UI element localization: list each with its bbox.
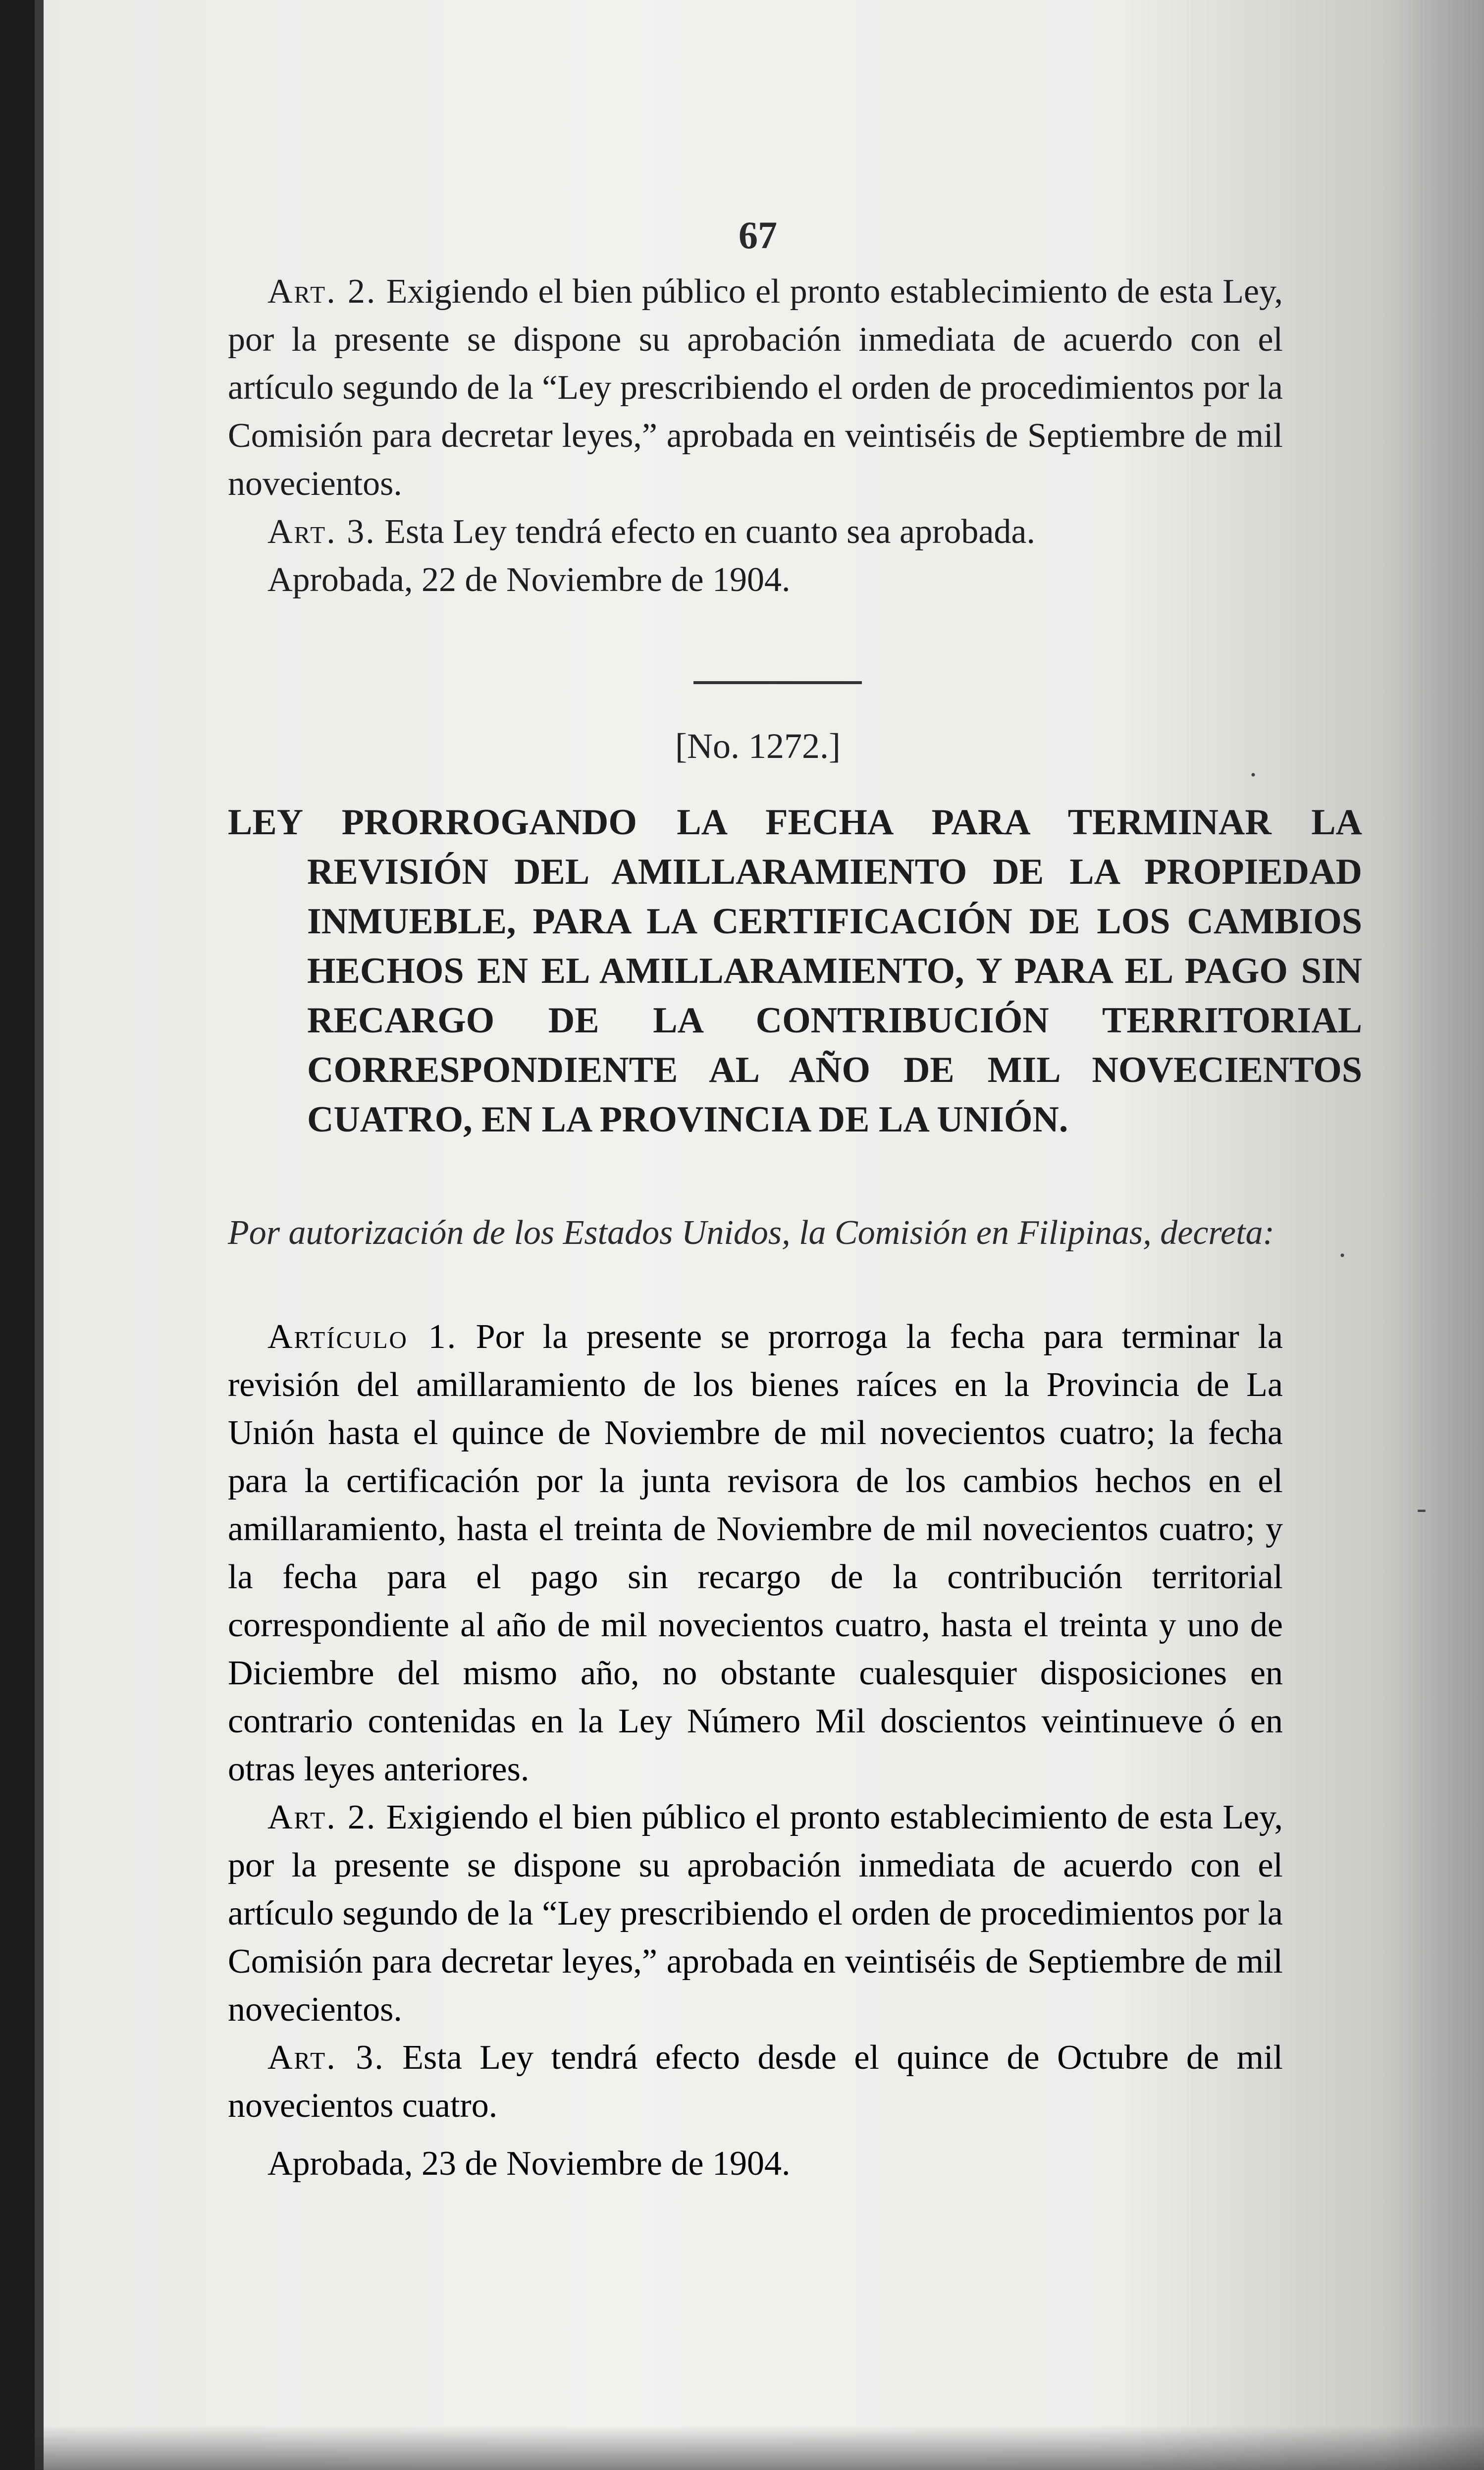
article-2-top: [228, 268, 1283, 508]
margin-mark: -: [1417, 1492, 1427, 1524]
approval-date: Aprobada, 23 de Noviembre de 1904.: [267, 2145, 791, 2183]
page-bottom-shadow: [35, 2425, 1484, 2470]
act-number: [No. 1272.]: [675, 726, 841, 766]
previous-act-ending: [228, 268, 1283, 604]
article-label: Art. 3.: [267, 513, 376, 551]
article-text: Exigiendo el bien público el pronto establecimiento de esta Ley, por la presente se dispone su aprobación inmediata de acuerdo con el artículo segundo de la “Ley prescribiendo el orden de procedimientos por la Comisión para decretar leyes,” aprobada en veintiséis de Septiembre de mil novecientos.: [228, 272, 1283, 503]
article-1: [228, 1313, 1283, 1793]
article-2: [228, 1793, 1283, 2034]
article-text: Por la presente se prorroga la fecha para terminar la revisión del amillaramiento de los bienes raíces en la Provincia de La Unión hasta el quince de Noviembre de mil novecientos cuatro; la fecha para la certificación por la junta revisora de los cambios hechos en el amillaramiento, hasta el treinta de Noviembre de mil novecientos cuatro; y la fecha para el pago sin recargo de la contribución territorial correspondiente al año de mil novecientos cuatro, hasta el treinta y uno de Diciembre del mismo año, no obstante cualesquier disposiciones en contrario contenidas en la Ley Número Mil doscientos veintinueve ó en otras leyes anteriores.: [228, 1318, 1283, 1788]
section-divider: [693, 681, 862, 684]
margin-mark: ·: [1337, 1239, 1347, 1272]
article-label: Art. 2.: [267, 272, 377, 311]
page-number: 67: [739, 214, 777, 257]
page-left-edge: [35, 0, 44, 2470]
article-label: Art. 2.: [267, 1798, 377, 1836]
act-body: [228, 1313, 1283, 2188]
article-text: Esta Ley tendrá efecto desde el quince de Octubre de mil novecientos cuatro.: [228, 2039, 1283, 2125]
article-3-top: [228, 508, 1283, 556]
article-text: Exigiendo el bien público el pronto establecimiento de esta Ley, por la presente se dispone su aprobación inmediata de acuerdo con el artículo segundo de la “Ley prescribiendo el orden de procedimientos por la Comisión para decretar leyes,” aprobada en veintiséis de Septiembre de mil novecientos.: [228, 1798, 1283, 2029]
article-text: Esta Ley tendrá efecto en cuanto sea aprobada.: [384, 513, 1035, 551]
article-label: Art. 3.: [267, 2039, 385, 2077]
act-title: LEY PRORROGANDO LA FECHA PARA TERMINAR LA REVISIÓN DEL AMILLARAMIENTO DE LA PROPIEDAD INMUEBLE, PARA LA CERTIFICACIÓN DE LOS CAMBIOS HECHOS EN EL AMILLARAMIENTO, Y PARA EL PAGO SIN RECARGO DE LA CONTRIBUCIÓN TERRITORIAL CORRESPONDIENTE AL AÑO DE MIL NOVECIENTOS CUATRO, EN LA PROVINCIA DE LA UNIÓN.: [228, 802, 1362, 1140]
margin-mark: ·: [1248, 758, 1258, 791]
enacting-clause: Por autorización de los Estados Unidos, la Comisión en Filipinas, decreta:: [228, 1214, 1274, 1252]
article-label: Artículo 1.: [267, 1318, 458, 1356]
article-3: [228, 2034, 1283, 2130]
approval-date-top: Aprobada, 22 de Noviembre de 1904.: [267, 561, 791, 599]
